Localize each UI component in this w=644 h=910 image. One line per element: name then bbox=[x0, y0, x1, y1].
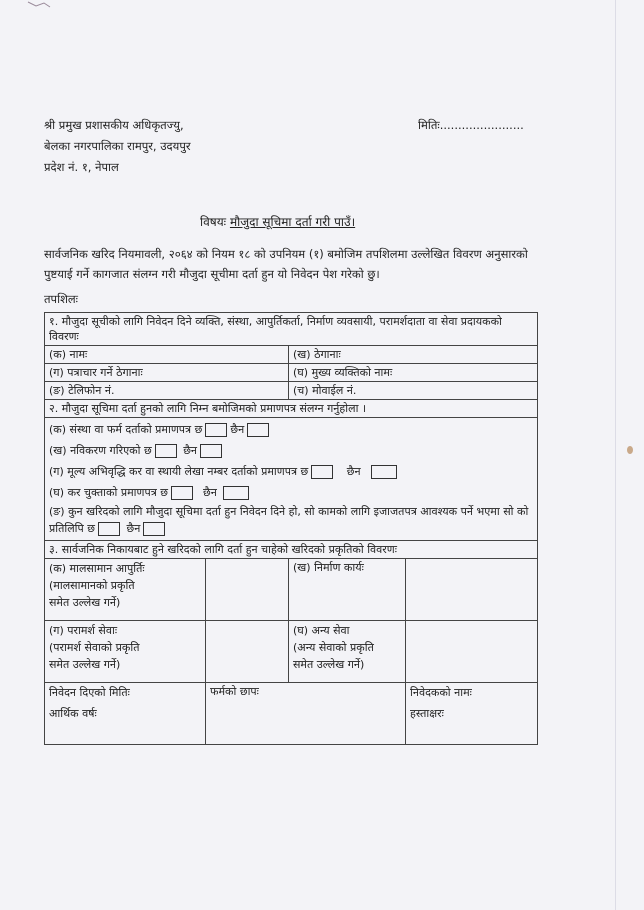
goods-supply-value-cell[interactable] bbox=[206, 559, 289, 621]
checkbox-e-no[interactable] bbox=[143, 522, 165, 536]
other-service-cell: (घ) अन्य सेवा (अन्य सेवाको प्रकृति समेत उल्लेख गर्ने) bbox=[289, 621, 406, 683]
details-label: तपशिलः bbox=[44, 292, 79, 306]
section1-heading: १. मौजुदा सूचीको लागि निवेदन दिने व्यक्ति, संस्था, आपुर्तिकर्ता, निर्माण व्यवसायी, परामर्शदाता वा सेवा प्रदायकको विवरणः bbox=[45, 313, 538, 346]
checkbox-d-yes[interactable] bbox=[171, 486, 193, 500]
section2-heading-row bbox=[45, 400, 538, 418]
goods-supply-cell: (क) मालसामान आपुर्तिः (मालसामानको प्रकृति समेत उल्लेख गर्ने) bbox=[45, 559, 206, 621]
checkbox-e-yes[interactable] bbox=[98, 522, 120, 536]
procurement-row-1 bbox=[45, 559, 538, 621]
page-edge-line bbox=[615, 0, 616, 910]
construction-cell: (ख) निर्माण कार्यः bbox=[289, 559, 406, 621]
name-cell: (क) नामः bbox=[45, 346, 289, 364]
address-cell: (ख) ठेगानाः bbox=[289, 346, 538, 364]
subject-line bbox=[200, 213, 355, 230]
telephone-cell: (ङ) टेलिफोन नं. bbox=[45, 382, 289, 400]
checklist-item-c: (ग) मूल्य अभिवृद्धि कर वा स्थायी लेखा नम्बर दर्ताको प्रमाणपत्र छ छैन bbox=[49, 461, 533, 482]
consulting-service-cell: (ग) परामर्श सेवाः (परामर्श सेवाको प्रकृति समेत उल्लेख गर्ने) bbox=[45, 621, 206, 683]
section2-items-row bbox=[45, 418, 538, 541]
application-date-cell: निवेदन दिएको मितिः आर्थिक वर्षः bbox=[45, 683, 206, 745]
subject-label: विषयः bbox=[200, 215, 227, 229]
table-row bbox=[45, 382, 538, 400]
correspondence-address-cell: (ग) पत्राचार गर्ने ठेगानाः bbox=[45, 364, 289, 382]
signature-row bbox=[45, 683, 538, 745]
mobile-cell: (च) मोवाईल नं. bbox=[289, 382, 538, 400]
table-row bbox=[45, 364, 538, 382]
subject-text: मौजुदा सूचिमा दर्ता गरी पाउँ। bbox=[229, 215, 356, 229]
paper-stain bbox=[627, 446, 633, 454]
checkbox-c-yes[interactable] bbox=[311, 465, 333, 479]
section3-heading-row bbox=[45, 541, 538, 559]
other-service-value-cell[interactable] bbox=[406, 621, 538, 683]
staple-mark-icon bbox=[26, 0, 52, 10]
certificate-checklist bbox=[45, 418, 538, 541]
section1-heading-row bbox=[45, 313, 538, 346]
checkbox-c-no[interactable] bbox=[371, 465, 397, 479]
checkbox-b-yes[interactable] bbox=[155, 444, 177, 458]
main-person-cell: (घ) मुख्य व्यक्तिको नामः bbox=[289, 364, 538, 382]
construction-value-cell[interactable] bbox=[406, 559, 538, 621]
checklist-item-d: (घ) कर चुक्ताको प्रमाणपत्र छ छैन bbox=[49, 482, 533, 503]
consulting-service-value-cell[interactable] bbox=[206, 621, 289, 683]
checklist-item-e: (ङ) कुन खरिदको लागि मौजुदा सूचिमा दर्ता हुन निवेदन दिने हो, सो कामको लागि इजाजतपत्र आवश्यक पर्ने भएमा सो को प्रतिलिपि छ छैन bbox=[49, 505, 529, 535]
date-field: मितिः....................... bbox=[418, 118, 524, 132]
recipient-line-3: प्रदेश नं. १, नेपाल bbox=[44, 160, 119, 174]
recipient-line-1: श्री प्रमुख प्रशासकीय अधिकृतज्यु, bbox=[44, 118, 184, 132]
intro-paragraph: सार्वजनिक खरिद नियमावली, २०६४ को नियम १८ को उपनियम (१) बमोजिम तपशिलमा उल्लेखित विवरण अनुसारको पुष्टयाई गर्ने कागजात संलग्न गरी मौजुदा सूचीमा दर्ता हुन यो निवेदन पेश गरेको छु। bbox=[44, 247, 528, 281]
checkbox-a-no[interactable] bbox=[247, 423, 269, 437]
checkbox-a-yes[interactable] bbox=[205, 423, 227, 437]
recipient-line-2: बेलका नगरपालिका रामपुर, उदयपुर bbox=[44, 139, 191, 153]
applicant-name-cell: निवेदकको नामः हस्ताक्षरः bbox=[406, 683, 538, 745]
application-form-table bbox=[44, 312, 538, 745]
checklist-item-b: (ख) नविकरण गरिएको छ छैन bbox=[49, 440, 533, 461]
checkbox-b-no[interactable] bbox=[200, 444, 222, 458]
section3-heading: ३. सार्वजनिक निकायबाट हुने खरिदको लागि दर्ता हुन चाहेको खरिदको प्रकृतिको विवरणः bbox=[45, 541, 538, 559]
firm-stamp-cell: फर्मको छापः bbox=[206, 683, 406, 745]
checkbox-d-no[interactable] bbox=[223, 486, 249, 500]
procurement-row-2 bbox=[45, 621, 538, 683]
table-row bbox=[45, 346, 538, 364]
section2-heading: २. मौजुदा सूचिमा दर्ता हुनको लागि निम्न बमोजिमको प्रमाणपत्र संलग्न गर्नुहोला । bbox=[45, 400, 538, 418]
checklist-item-a: (क) संस्था वा फर्म दर्ताको प्रमाणपत्र छ छैन bbox=[49, 419, 533, 440]
